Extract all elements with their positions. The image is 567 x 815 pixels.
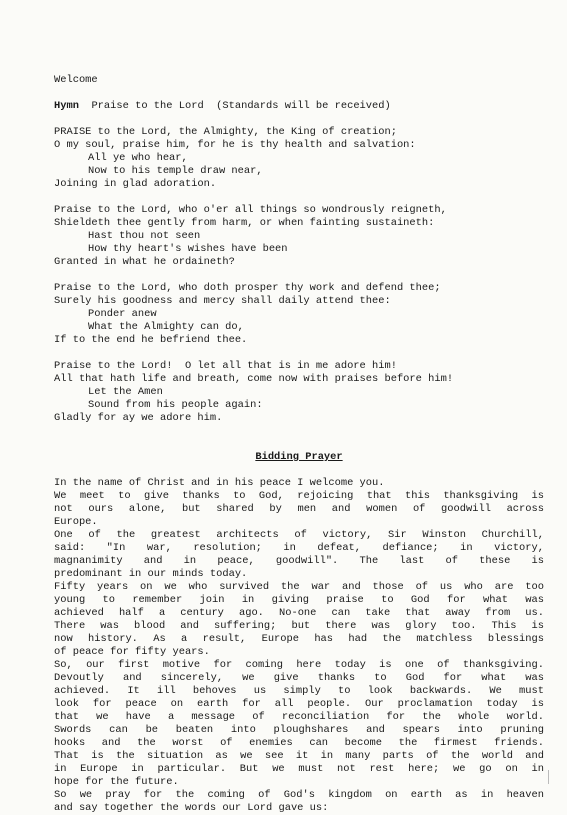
hymn-line: What the Almighty can do, bbox=[88, 321, 244, 333]
margin-mark bbox=[548, 770, 549, 784]
prayer-line: So, our first motive for coming here today is one of thanksgiving. bbox=[54, 659, 544, 671]
hymn-line: Joining in glad adoration. bbox=[54, 178, 217, 190]
hymn-label: Hymn bbox=[54, 100, 79, 112]
prayer-line: in Europe in particular. But we must not rest here; we go on in bbox=[54, 763, 544, 775]
hymn-line: All ye who hear, bbox=[88, 152, 188, 164]
prayer-line: predominant in our minds today. bbox=[54, 568, 248, 580]
hymn-line: Hast thou not seen bbox=[88, 230, 201, 242]
prayer-line: One of the greatest architects of victory, Sir Winston Churchill, bbox=[54, 529, 544, 541]
bidding-body bbox=[54, 477, 544, 815]
hymn-line: Granted in what he ordaineth? bbox=[54, 256, 235, 268]
prayer-line: Devoutly and sincerely, we give thanks to God for what was bbox=[54, 672, 544, 684]
prayer-line: magnanimity and in peace, goodwill". The last of these is bbox=[54, 555, 544, 567]
prayer-line: There was blood and suffering; but there was glory too. This is bbox=[54, 620, 544, 632]
document-page bbox=[54, 0, 544, 815]
prayer-line: hope for the future. bbox=[54, 776, 179, 788]
hymn-line: All that hath life and breath, come now with praises before him! bbox=[54, 373, 454, 385]
hymn-line: How thy heart's wishes have been bbox=[88, 243, 288, 255]
bidding-heading bbox=[54, 451, 544, 464]
hymn-verse bbox=[54, 360, 544, 425]
prayer-line: In the name of Christ and in his peace I welcome you. bbox=[54, 477, 385, 489]
hymn-line: Praise to the Lord, who doth prosper thy work and defend thee; bbox=[54, 282, 441, 294]
hymn-line: Sound from his people again: bbox=[88, 399, 263, 411]
prayer-line: Swords can be beaten into ploughshares and spears into pruning bbox=[54, 724, 544, 736]
hymn-verse bbox=[54, 126, 544, 191]
prayer-line: achieved. It ill behoves us simply to look backwards. We must bbox=[54, 685, 544, 697]
hymn-verse bbox=[54, 204, 544, 269]
prayer-line: We meet to give thanks to God, rejoicing that this thanksgiving is bbox=[54, 490, 544, 502]
hymn-line: Now to his temple draw near, bbox=[88, 165, 263, 177]
hymn-line: Praise to the Lord, who o'er all things so wondrously reigneth, bbox=[54, 204, 447, 216]
prayer-line: That is the situation as we see it in many parts of the world and bbox=[54, 750, 544, 762]
hymn-line: Gladly for ay we adore him. bbox=[54, 412, 223, 424]
hymn-line: Let the Amen bbox=[88, 386, 163, 398]
prayer-line: of peace for fifty years. bbox=[54, 646, 210, 658]
hymn-line: Ponder anew bbox=[88, 308, 157, 320]
prayer-line: achieved half a century ago. No-one can take that away from us. bbox=[54, 607, 544, 619]
bidding-title: Bidding Prayer bbox=[255, 451, 343, 463]
prayer-line: So we pray for the coming of God's kingdom on earth as in heaven bbox=[54, 789, 544, 801]
hymn-line: PRAISE to the Lord, the Almighty, the King of creation; bbox=[54, 126, 397, 138]
prayer-line: said: "In war, resolution; in defeat, defiance; in victory, bbox=[54, 542, 544, 554]
prayer-line: hooks and the worst of enemies can become the firmest friends. bbox=[54, 737, 544, 749]
welcome-heading: Welcome bbox=[54, 74, 98, 86]
hymn-line: If to the end he befriend thee. bbox=[54, 334, 248, 346]
hymn-title: Praise to the Lord (Standards will be received) bbox=[91, 100, 391, 112]
prayer-line: and say together the words our Lord gave us: bbox=[54, 802, 329, 814]
hymn-heading bbox=[54, 100, 544, 113]
hymn-line: Praise to the Lord! O let all that is in me adore him! bbox=[54, 360, 397, 372]
hymn-line: Surely his goodness and mercy shall daily attend thee: bbox=[54, 295, 391, 307]
prayer-line: now history. As a result, Europe has had the matchless blessings bbox=[54, 633, 544, 645]
prayer-line: look for peace on earth for all people. Our proclamation today is bbox=[54, 698, 544, 710]
prayer-line: young to remember join in giving praise to God for what was bbox=[54, 594, 544, 606]
hymn-line: O my soul, praise him, for he is thy health and salvation: bbox=[54, 139, 416, 151]
hymn-verses bbox=[54, 126, 544, 425]
hymn-line: Shieldeth thee gently from harm, or when fainting sustaineth: bbox=[54, 217, 435, 229]
prayer-line: that we have a message of reconciliation for the whole world. bbox=[54, 711, 544, 723]
prayer-line: not ours alone, but shared by men and women of goodwill across bbox=[54, 503, 544, 515]
prayer-line: Fifty years on we who survived the war and those of us who are too bbox=[54, 581, 544, 593]
hymn-verse bbox=[54, 282, 544, 347]
prayer-line: Europe. bbox=[54, 516, 98, 528]
